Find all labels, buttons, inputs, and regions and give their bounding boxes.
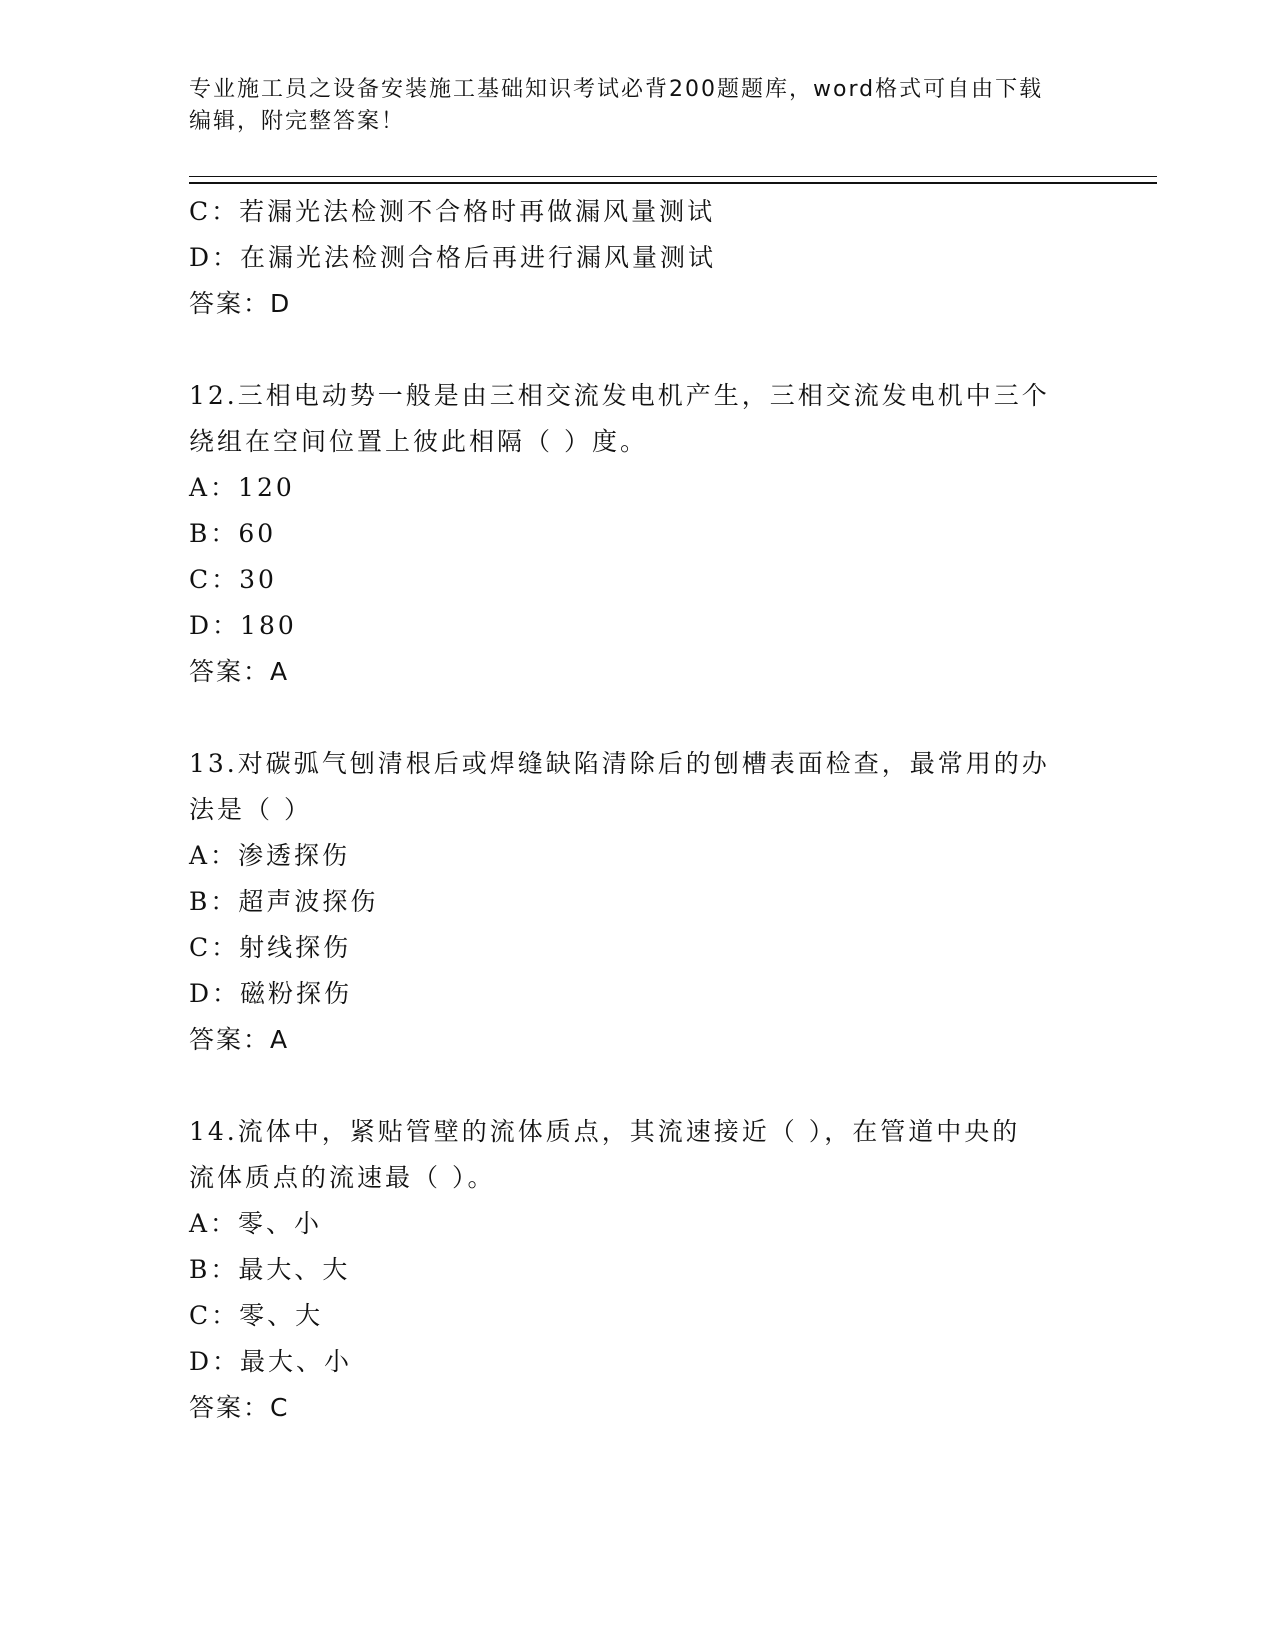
question-12	[189, 373, 1089, 695]
option-b: B：最大、大	[189, 1255, 351, 1284]
spacer	[189, 327, 1089, 373]
question-stem-line-2: 法是（ ）	[189, 795, 312, 824]
option-d: D：在漏光法检测合格后再进行漏风量测试	[189, 243, 717, 272]
answer-line: 答案：A	[189, 1025, 290, 1054]
answer-line: 答案：A	[189, 657, 290, 686]
question-stem-line-2: 绕组在空间位置上彼此相隔（ ）度。	[189, 427, 648, 456]
document-header	[189, 74, 1069, 138]
answer-line: 答案：C	[189, 1393, 290, 1422]
option-a: A：120	[189, 473, 295, 502]
question-stem-line-1: 12.三相电动势一般是由三相交流发电机产生，三相交流发电机中三个	[189, 381, 1050, 410]
option-c: C：零、大	[189, 1301, 324, 1330]
header-divider-thick	[189, 182, 1157, 184]
option-b: B：60	[189, 519, 277, 548]
option-c: C：30	[189, 565, 277, 594]
header-title-line-2: 编辑，附完整答案！	[189, 109, 406, 134]
option-a: A：渗透探伤	[189, 841, 351, 870]
question-11	[189, 189, 1089, 327]
question-stem-line-2: 流体质点的流速最（ ）。	[189, 1163, 496, 1192]
option-d: D：180	[189, 611, 297, 640]
header-title-line-1: 专业施工员之设备安装施工基础知识考试必背200题题库，word格式可自由下载	[189, 77, 1044, 102]
answer-line: 答案：D	[189, 289, 292, 318]
spacer	[189, 1063, 1089, 1109]
spacer	[189, 695, 1089, 741]
option-c: C：若漏光法检测不合格时再做漏风量测试	[189, 197, 716, 226]
question-list	[189, 189, 1089, 1431]
option-d: D：最大、小	[189, 1347, 353, 1376]
option-c: C：射线探伤	[189, 933, 352, 962]
question-stem-line-1: 13.对碳弧气刨清根后或焊缝缺陷清除后的刨槽表面检查，最常用的办	[189, 749, 1050, 778]
header-divider-thin	[189, 176, 1157, 177]
question-14	[189, 1109, 1089, 1431]
option-a: A：零、小	[189, 1209, 323, 1238]
option-b: B：超声波探伤	[189, 887, 379, 916]
option-d: D：磁粉探伤	[189, 979, 353, 1008]
question-stem-line-1: 14.流体中，紧贴管壁的流体质点，其流速接近（ ），在管道中央的	[189, 1117, 1021, 1146]
question-13	[189, 741, 1089, 1063]
